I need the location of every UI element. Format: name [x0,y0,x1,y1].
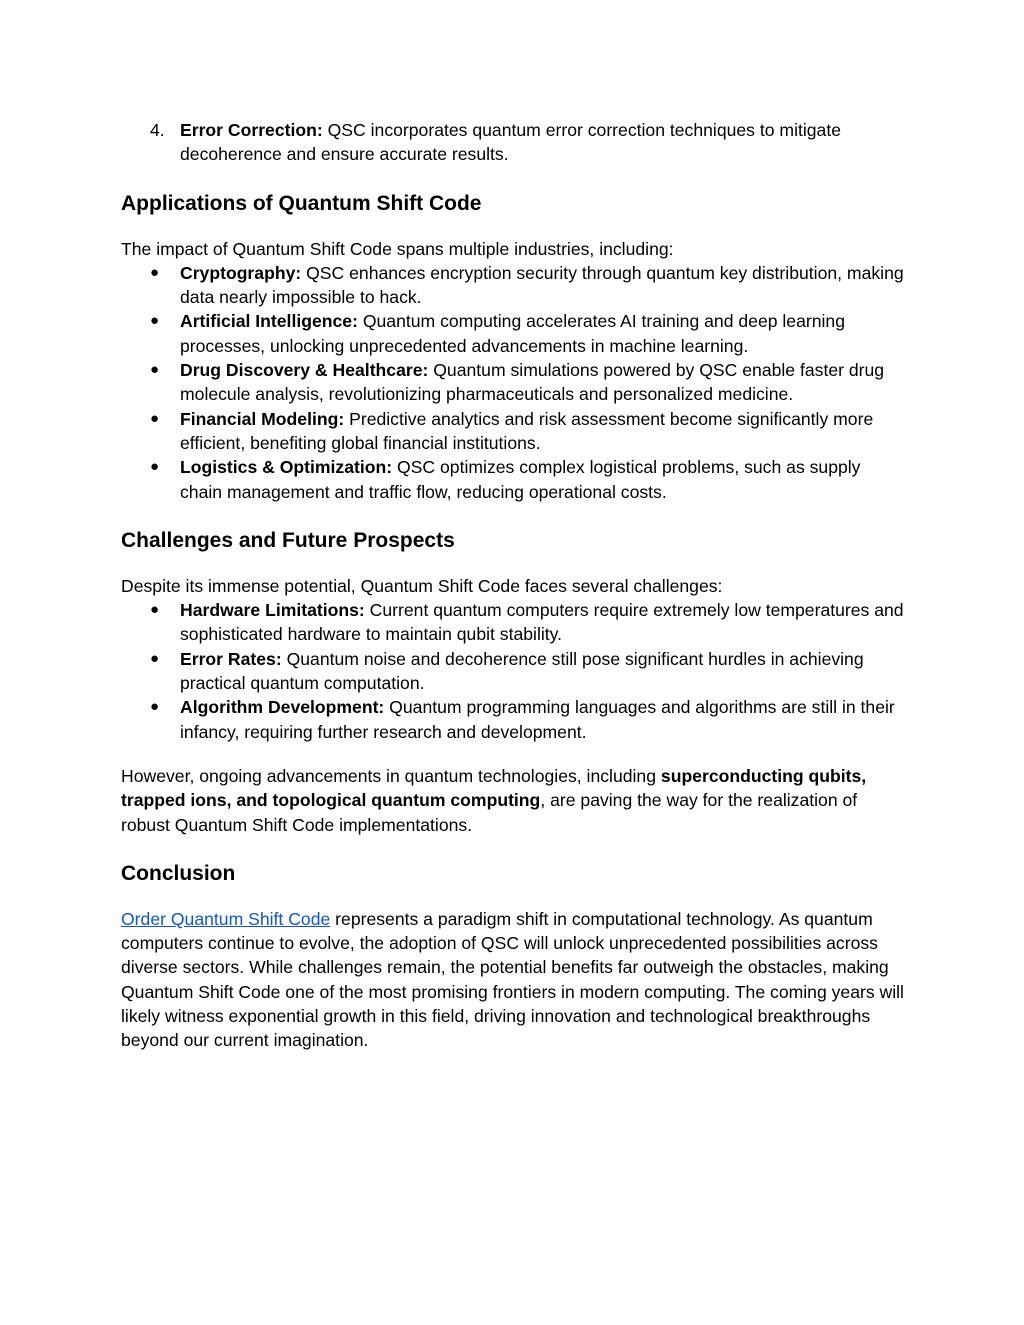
outro-text-before: However, ongoing advancements in quantum technologies, including [121,765,661,786]
paragraph-applications-intro: The impact of Quantum Shift Code spans multiple industries, including: [121,238,674,259]
list-item-text: Quantum simulations powered by QSC enable faster drug molecule analysis, revolutionizing pharmaceuticals and personalized medicine. [180,360,885,405]
list-item [121,407,906,456]
list-item-text: QSC enhances encryption security through quantum key distribution, making data nearly impossible to hack. [180,262,904,308]
list-item-text: Quantum programming languages and algorithms are still in their infancy, requiring further research and development. [180,697,895,742]
bullet-icon: ● [150,409,160,427]
bullet-icon: ● [150,698,160,716]
list-item-term: Financial Modeling: [180,408,345,429]
list-item [121,695,906,744]
list-number: 4. [150,120,165,140]
bullet-list-challenges [121,598,906,744]
list-item-text: Predictive analytics and risk assessment become significantly more efficient, benefiting global financial institutions. [180,408,874,453]
bullet-icon: ● [150,458,160,476]
outro-text-after: , are paving the way for the realization of robust Quantum Shift Code implementations. [121,790,858,835]
list-item [121,647,906,696]
list-item-term: Error Correction: [180,120,323,140]
list-item-term: Hardware Limitations: [180,600,365,621]
section-heading-applications: Applications of Quantum Shift Code [121,191,482,215]
list-item-term: Algorithm Development: [180,697,385,718]
bullet-list-applications [121,261,906,504]
conclusion-text: represents a paradigm shift in computational technology. As quantum computers continue to evolve, the adoption of QSC will unlock unprecedented possibilities across diverse sectors. While challenges remain, the potential benefits far outweigh the obstacles, making Quantum Shift Code one of the most promising frontiers in modern computing. The coming years will likely witness exponential growth in this field, driving innovation and technological breakthroughs beyond our current imagination. [121,908,904,1051]
bullet-icon: ● [150,263,160,281]
list-item-term: Cryptography: [180,262,302,283]
bullet-icon: ● [150,601,160,619]
section-heading-challenges: Challenges and Future Prospects [121,528,455,552]
list-item-term: Artificial Intelligence: [180,311,358,332]
list-item [121,598,906,647]
list-item-text: Quantum noise and decoherence still pose significant hurdles in achieving practical quantum computation. [180,648,864,694]
paragraph-challenges-intro: Despite its immense potential, Quantum Shift Code faces several challenges: [121,575,723,596]
list-item-text: Current quantum computers require extremely low temperatures and sophisticated hardware to maintain qubit stability. [180,600,904,645]
list-item-term: Drug Discovery & Healthcare: [180,360,429,381]
paragraph-challenges-outro [121,764,906,837]
bullet-icon: ● [150,649,160,667]
list-item [121,358,906,407]
bullet-icon: ● [150,361,160,379]
list-item [121,261,906,310]
list-item [121,455,906,504]
paragraph-conclusion [121,907,906,1053]
section-heading-conclusion: Conclusion [121,861,236,885]
list-item-text: QSC optimizes complex logistical problems, such as supply chain management and traffic flow, reducing operational costs. [180,457,861,502]
list-item-text: Quantum computing accelerates AI training and deep learning processes, unlocking unprecedented advancements in machine learning. [180,311,846,356]
outro-bold-text: superconducting qubits, trapped ions, and topological quantum computing [121,765,867,811]
order-quantum-shift-code-link[interactable]: Order Quantum Shift Code [121,908,331,929]
list-item [121,309,906,358]
list-item-term: Logistics & Optimization: [180,457,393,478]
list-item-text: QSC incorporates quantum error correction techniques to mitigate decoherence and ensure accurate results. [180,120,842,165]
bullet-icon: ● [150,312,160,330]
list-item-term: Error Rates: [180,648,282,669]
list-item-error-correction [121,118,906,167]
document-page [121,118,906,1053]
